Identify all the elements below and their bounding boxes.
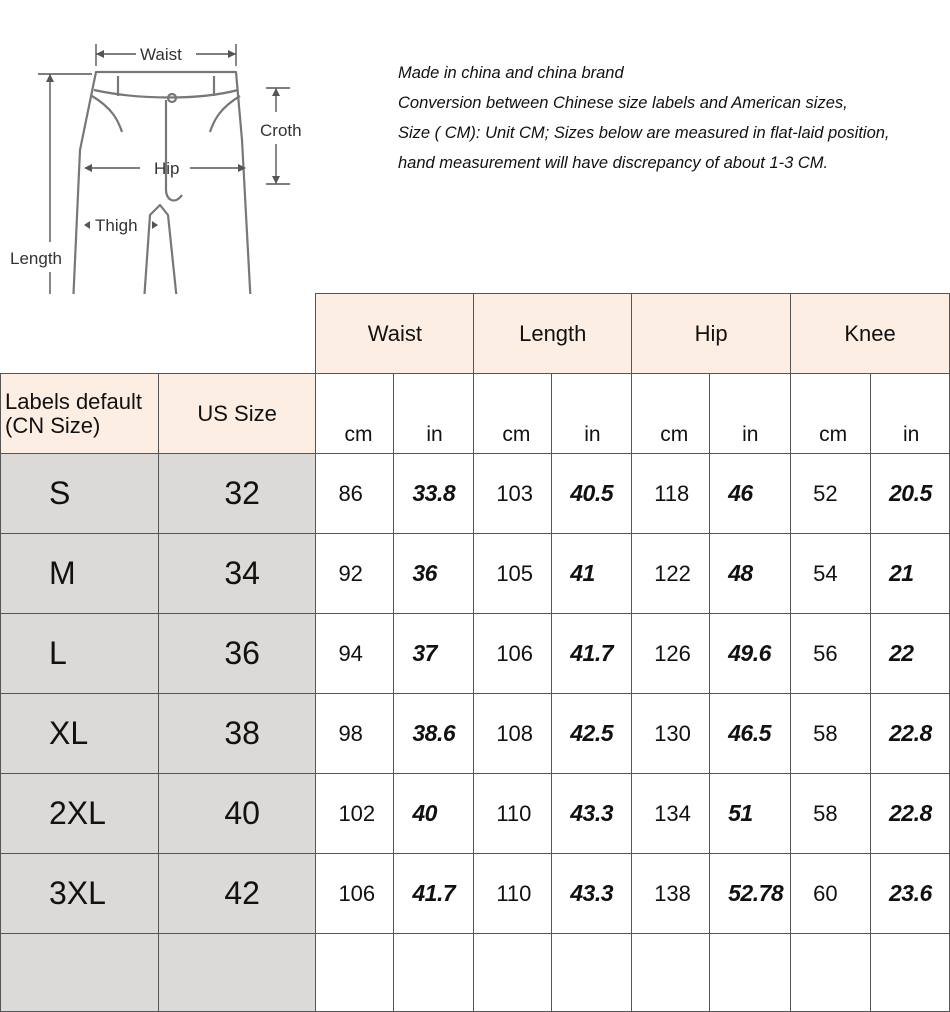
- hip-in: 49.6: [710, 614, 791, 694]
- unit-in: in: [710, 374, 791, 454]
- note-line-2: Conversion between Chinese size labels and American sizes,: [398, 94, 848, 112]
- unit-in: in: [394, 374, 474, 454]
- waist-in: 37: [394, 614, 474, 694]
- unit-cm: cm: [474, 374, 552, 454]
- length-cm: 110: [474, 774, 552, 854]
- length-cm: 106: [474, 614, 552, 694]
- table-row: [1, 614, 950, 694]
- group-header-hip: Hip: [632, 294, 791, 374]
- note-line-3: Size ( CM): Unit CM; Sizes below are measured in flat-laid position,: [398, 124, 890, 142]
- length-in: 40.5: [552, 454, 632, 534]
- waist-in: 41.7: [394, 854, 474, 934]
- size-cn: L: [1, 614, 159, 694]
- waist-in: 36: [394, 534, 474, 614]
- table-row: [1, 534, 950, 614]
- note-line-4: hand measurement will have discrepancy of about 1-3 CM.: [398, 154, 829, 172]
- unit-cm: cm: [632, 374, 710, 454]
- size-cn: XL: [1, 694, 159, 774]
- waist-cm: 86: [316, 454, 394, 534]
- unit-in: in: [871, 374, 950, 454]
- table-row: [1, 854, 950, 934]
- length-cm: 110: [474, 854, 552, 934]
- measurement-arrows: [38, 44, 290, 327]
- waist-cm: 102: [316, 774, 394, 854]
- length-in: 41: [552, 534, 632, 614]
- knee-cm: 52: [791, 454, 871, 534]
- table-row: [1, 454, 950, 534]
- table-row: [1, 694, 950, 774]
- group-header-waist: Waist: [316, 294, 474, 374]
- length-in: 43.3: [552, 854, 632, 934]
- hip-in: 52.78: [710, 854, 791, 934]
- length-cm: 103: [474, 454, 552, 534]
- waist-in: 33.8: [394, 454, 474, 534]
- unit-header-row: [1, 374, 950, 454]
- table-row: [1, 774, 950, 854]
- unit-in: in: [552, 374, 632, 454]
- waist-cm: 106: [316, 854, 394, 934]
- size-us: 38: [158, 694, 316, 774]
- group-header-knee: Knee: [791, 294, 950, 374]
- header-cn-size: Labels default (CN Size): [1, 374, 159, 454]
- note-line-1: Made in china and china brand: [398, 64, 624, 82]
- length-in: 43.3: [552, 774, 632, 854]
- size-us: 34: [158, 534, 316, 614]
- hip-in: 48: [710, 534, 791, 614]
- diagram-label-length: Length: [10, 249, 62, 268]
- hip-cm: 126: [632, 614, 710, 694]
- hip-cm: 138: [632, 854, 710, 934]
- diagram-label-hip: Hip: [154, 159, 180, 178]
- knee-in: 22: [871, 614, 950, 694]
- knee-cm: 60: [791, 854, 871, 934]
- size-us: 42: [158, 854, 316, 934]
- waist-cm: 92: [316, 534, 394, 614]
- knee-in: 20.5: [871, 454, 950, 534]
- knee-in: 23.6: [871, 854, 950, 934]
- hip-cm: 118: [632, 454, 710, 534]
- length-cm: 108: [474, 694, 552, 774]
- knee-cm: 58: [791, 694, 871, 774]
- size-us: 36: [158, 614, 316, 694]
- size-cn: 2XL: [1, 774, 159, 854]
- empty-row: [1, 934, 950, 1012]
- group-header-row: [1, 294, 950, 374]
- header-us-size: US Size: [158, 374, 316, 454]
- hip-in: 51: [710, 774, 791, 854]
- knee-cm: 54: [791, 534, 871, 614]
- length-in: 41.7: [552, 614, 632, 694]
- unit-cm: cm: [316, 374, 394, 454]
- size-us: 32: [158, 454, 316, 534]
- hip-cm: 134: [632, 774, 710, 854]
- waist-cm: 98: [316, 694, 394, 774]
- diagram-label-thigh: Thigh: [95, 216, 138, 235]
- size-cn: S: [1, 454, 159, 534]
- knee-cm: 58: [791, 774, 871, 854]
- unit-cm: cm: [791, 374, 871, 454]
- knee-in: 22.8: [871, 694, 950, 774]
- product-notes: [398, 58, 943, 178]
- size-chart-table: [0, 293, 950, 1012]
- group-header-length: Length: [474, 294, 632, 374]
- size-cn: M: [1, 534, 159, 614]
- size-us: 40: [158, 774, 316, 854]
- size-rows: [1, 454, 950, 934]
- knee-in: 21: [871, 534, 950, 614]
- knee-cm: 56: [791, 614, 871, 694]
- hip-in: 46.5: [710, 694, 791, 774]
- length-cm: 105: [474, 534, 552, 614]
- hip-cm: 122: [632, 534, 710, 614]
- waist-in: 40: [394, 774, 474, 854]
- length-in: 42.5: [552, 694, 632, 774]
- hip-cm: 130: [632, 694, 710, 774]
- size-cn: 3XL: [1, 854, 159, 934]
- knee-in: 22.8: [871, 774, 950, 854]
- diagram-label-waist: Waist: [140, 45, 182, 64]
- waist-cm: 94: [316, 614, 394, 694]
- diagram-label-croth: Croth: [260, 121, 302, 140]
- hip-in: 46: [710, 454, 791, 534]
- pants-illustration: [72, 72, 252, 330]
- waist-in: 38.6: [394, 694, 474, 774]
